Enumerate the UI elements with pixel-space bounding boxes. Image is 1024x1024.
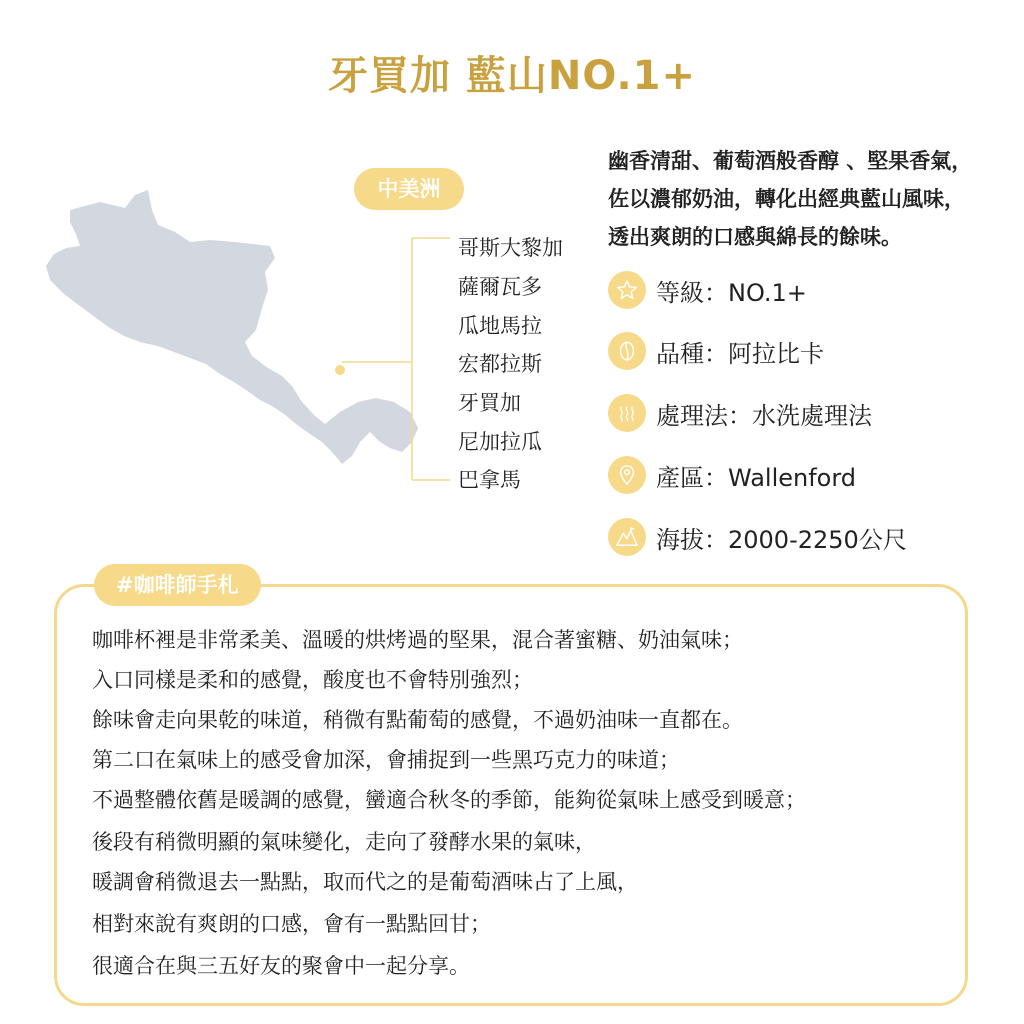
note-line: 後段有稍微明顯的氣味變化，走向了發酵水果的氣味，	[92, 830, 596, 854]
spec-process-label: 處理法：水洗處理法	[656, 401, 872, 430]
description-line: 透出爽朗的口感與綿長的餘味。	[608, 225, 902, 249]
note-line: 第二口在氣味上的感受會加深，會捕捉到一些黑巧克力的味道；	[92, 748, 680, 772]
spec-altitude-label: 海拔：2000-2250公尺	[656, 525, 907, 554]
country-costa-rica: 哥斯大黎加	[458, 236, 563, 260]
spec-altitude	[608, 517, 907, 557]
country-panama: 巴拿馬	[458, 468, 521, 492]
description-line: 佐以濃郁奶油，轉化出經典藍山風味，	[608, 187, 965, 211]
barista-notes-tag: #咖啡師手札	[94, 564, 261, 606]
region-badge: 中美洲	[354, 168, 464, 210]
water-wave-icon	[608, 394, 646, 432]
coffee-bean-icon	[608, 332, 646, 370]
spec-variety-label: 品種：阿拉比卡	[656, 339, 824, 368]
star-icon	[608, 271, 646, 309]
note-line: 相對來說有爽朗的口感，會有一點點回甘；	[92, 912, 491, 936]
spec-grade-label: 等級：NO.1+	[656, 278, 807, 307]
country-list-bracket	[330, 228, 450, 488]
page-title: 牙買加 藍山NO.1+	[327, 53, 697, 99]
country-honduras: 宏都拉斯	[458, 352, 542, 376]
spec-origin-label: 產區：Wallenford	[656, 463, 857, 492]
country-guatemala: 瓜地馬拉	[458, 314, 542, 338]
spec-grade	[608, 270, 807, 310]
flavor-description	[608, 142, 1018, 256]
mountain-icon	[608, 518, 646, 556]
country-el-salvador: 薩爾瓦多	[458, 275, 542, 299]
note-line: 很適合在與三五好友的聚會中一起分享。	[92, 954, 470, 978]
note-line: 不過整體依舊是暖調的感覺，蠻適合秋冬的季節，能夠從氣味上感受到暖意；	[92, 788, 806, 812]
spec-origin	[608, 455, 856, 495]
note-line: 餘味會走向果乾的味道，稍微有點葡萄的感覺，不過奶油味一直都在。	[92, 708, 743, 732]
description-line: 幽香清甜、葡萄酒般香醇 、堅果香氣，	[608, 149, 973, 173]
location-pin-icon	[608, 456, 646, 494]
note-line: 暖調會稍微退去一點點，取而代之的是葡萄酒味占了上風，	[92, 870, 638, 894]
spec-variety	[608, 331, 824, 371]
country-jamaica: 牙買加	[458, 391, 521, 415]
spec-process	[608, 393, 872, 433]
note-line: 入口同樣是柔和的感覺，酸度也不會特別強烈；	[92, 668, 533, 692]
note-line: 咖啡杯裡是非常柔美、溫暖的烘烤過的堅果，混合著蜜糖、奶油氣味；	[92, 628, 743, 652]
country-nicaragua: 尼加拉瓜	[458, 430, 542, 454]
